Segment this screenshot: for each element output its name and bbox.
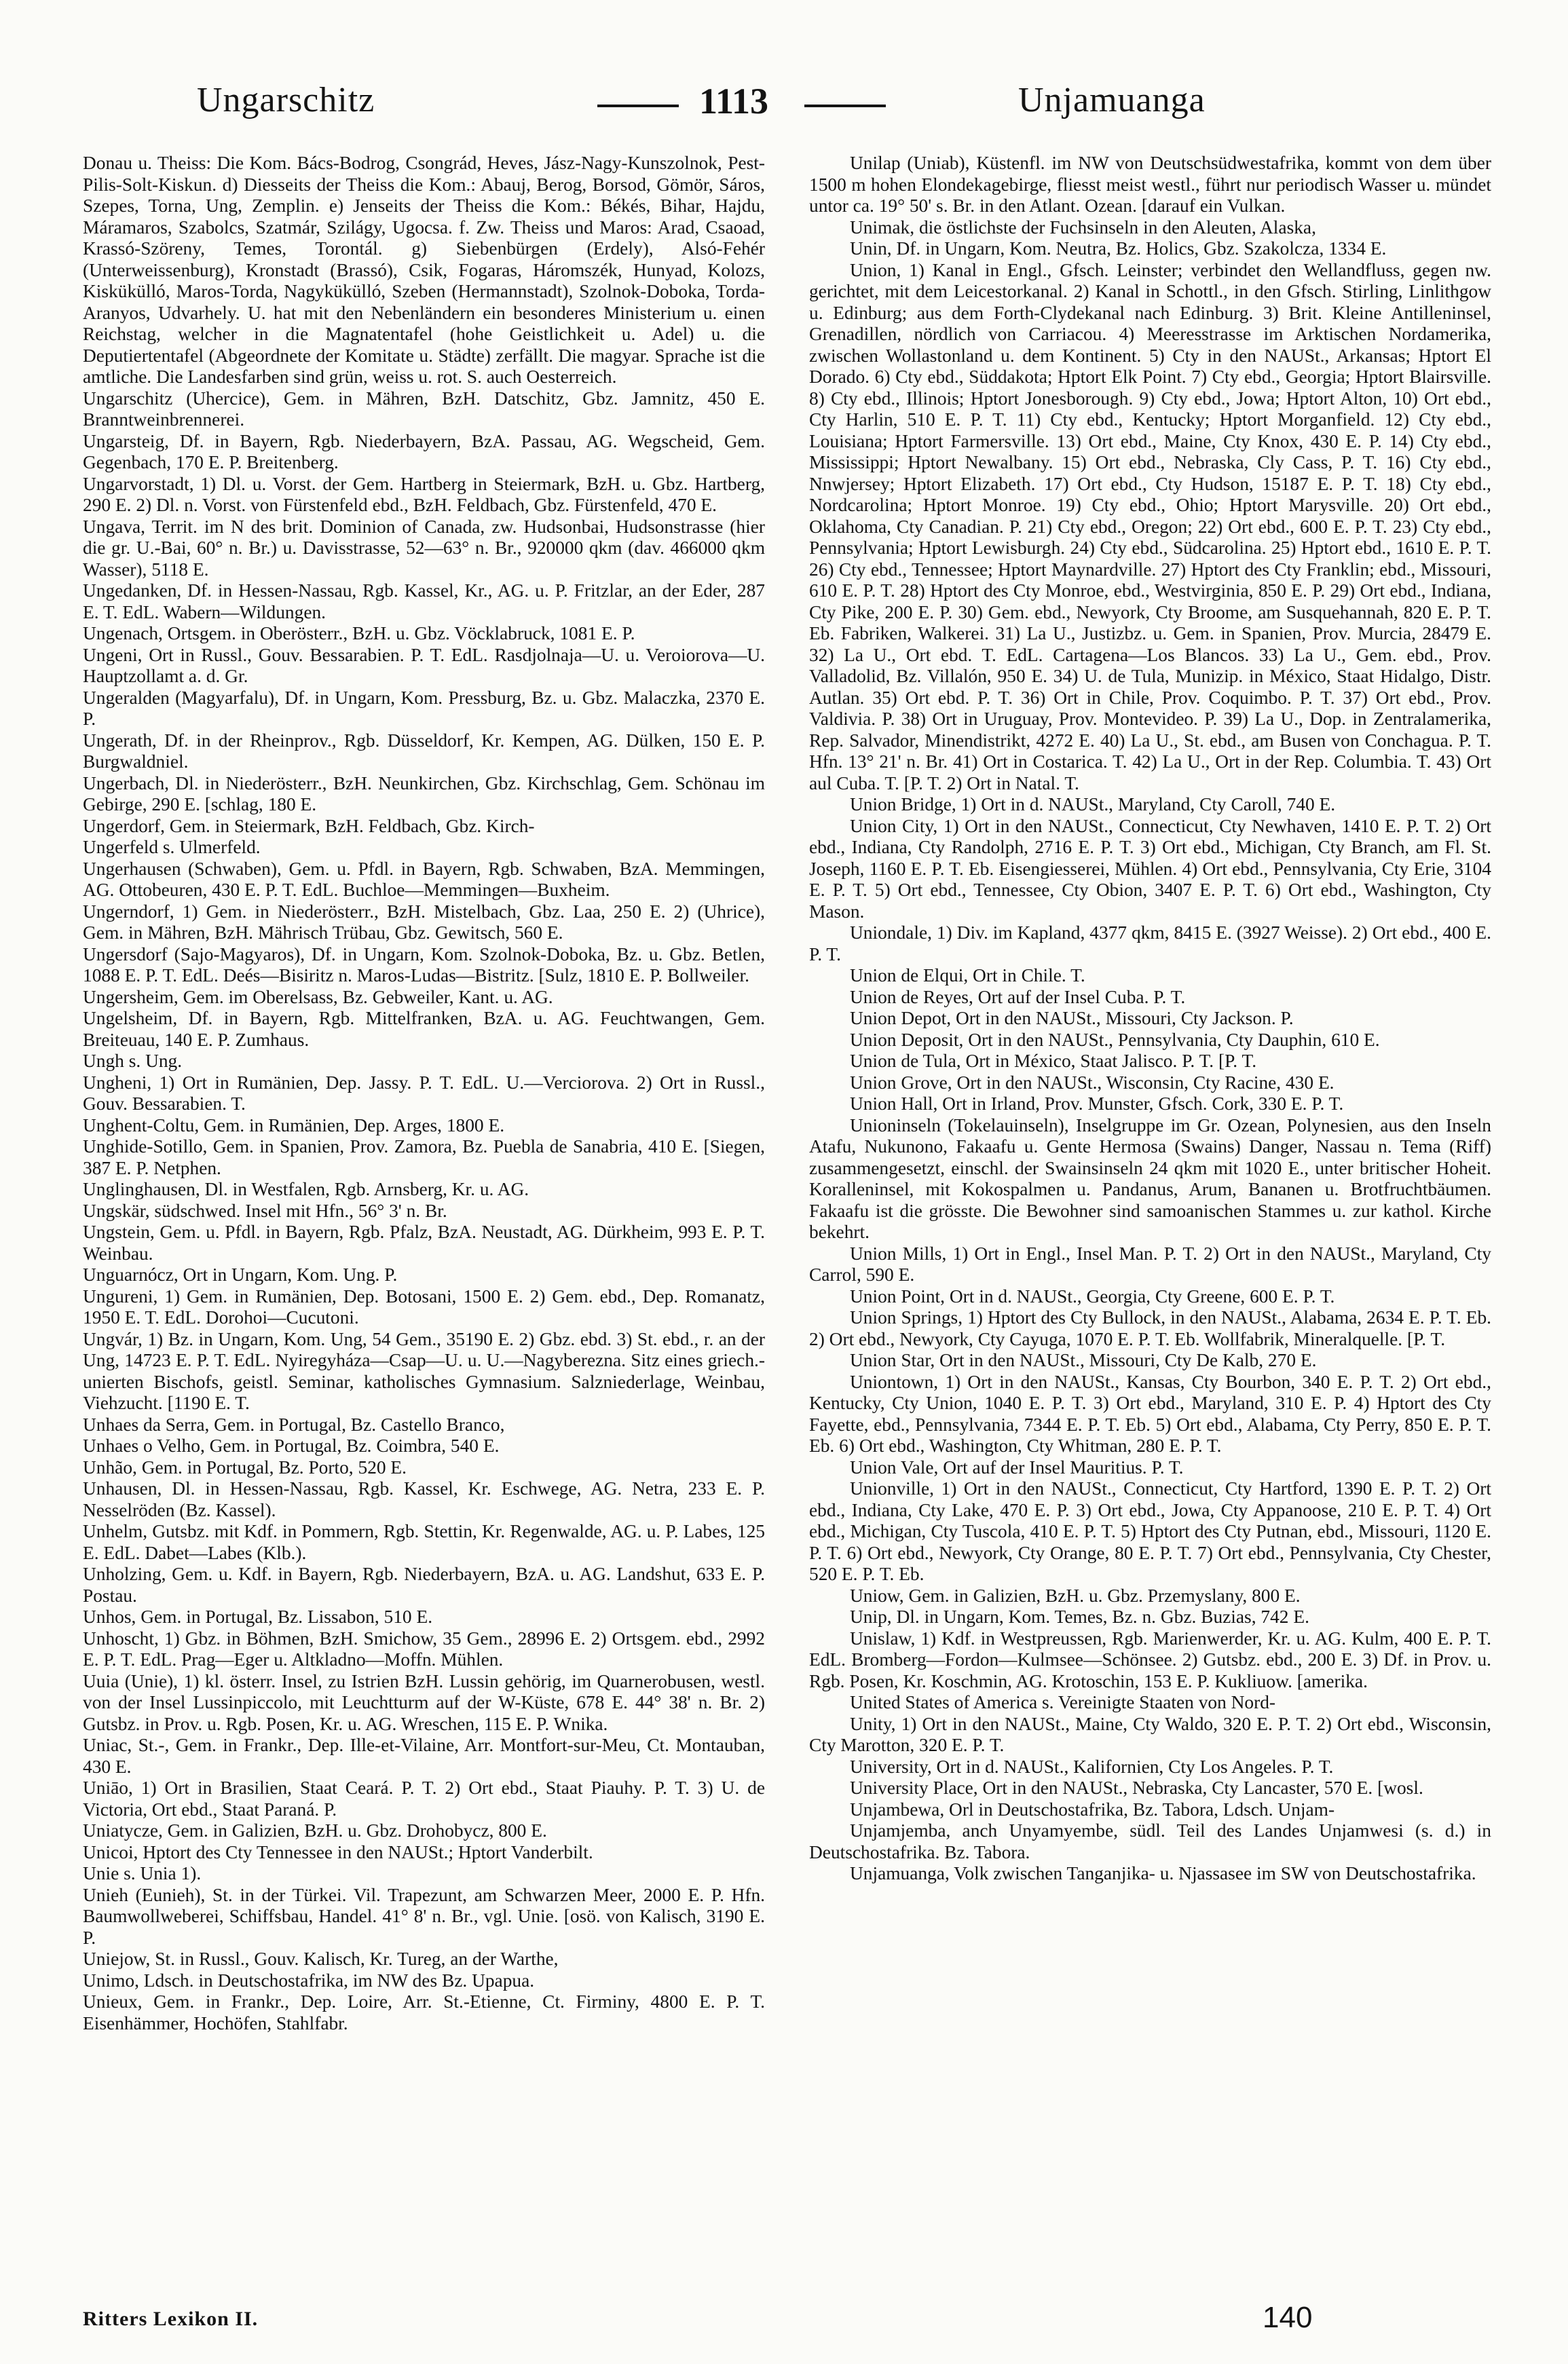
dictionary-entry: Union de Tula, Ort in México, Staat Jalisco. P. T. [P. T. bbox=[850, 1051, 1257, 1071]
dictionary-entry: Union Depot, Ort in den NAUSt., Missouri, Cty Jackson. P. bbox=[850, 1008, 1294, 1028]
dictionary-entry: Ungskär, südschwed. Insel mit Hfn., 56° 3' n. Br. bbox=[83, 1200, 447, 1221]
dictionary-entry: Unislaw, 1) Kdf. in Westpreussen, Rgb. Marienwerder, Kr. u. AG. Kulm, 400 E. P. T. EdL. Bromberg—Fordon—Kulmsee—Schönsee. 2) Gutsbz. ebd., 200 E. 3) Df. in Prov. u. Rgb. Posen, Kr. Koschmin, AG. Krotoschin, 153 E. P. Kukliuow. [amerika. bbox=[809, 1628, 1491, 1691]
dictionary-entry: Unghent-Coltu, Gem. in Rumänien, Dep. Arges, 1800 E. bbox=[83, 1114, 505, 1136]
dictionary-entry: Uuia (Unie), 1) kl. österr. Insel, zu Istrien BzH. Lussin gehörig, im Quarnerobusen, westl. von der Insel Lussinpiccolo, mit Leuchtturm auf der W-Küste, 678 E. 44° 38' n. Br. 2) Gutsbz. in Prov. u. Rgb. Posen, Kr. u. AG. Wreschen, 115 E. P. Wnika. bbox=[83, 1670, 765, 1734]
dictionary-entry: Union Vale, Ort auf der Insel Mauritius. P. T. bbox=[850, 1457, 1184, 1478]
dictionary-entry: Ungstein, Gem. u. Pfdl. in Bayern, Rgb. Pfalz, BzA. Neustadt, AG. Dürkheim, 993 E. P. T. Weinbau. bbox=[83, 1222, 765, 1264]
dictionary-entry: Ungureni, 1) Gem. in Rumänien, Dep. Botosani, 1500 E. 2) Gem. ebd., Dep. Romanatz, 1950 E. T. EdL. Dorohoi—Cucutoni. bbox=[83, 1286, 765, 1328]
dictionary-entry: Union Grove, Ort in den NAUSt., Wisconsin, Cty Racine, 430 E. bbox=[850, 1072, 1334, 1093]
dictionary-entry: Ungava, Territ. im N des brit. Dominion of Canada, zw. Hudsonbai, Hudsonstrasse (hier die gr. U.-Bai, 60° n. Br.) u. Davisstrasse, 52—63° n. Br., 920000 qkm (dav. 466000 qkm Wasser), 5118 E. bbox=[83, 516, 765, 580]
dictionary-entry: Union Hall, Ort in Irland, Prov. Munster, Gfsch. Cork, 330 E. P. T. bbox=[850, 1093, 1344, 1114]
dictionary-entry: Unimo, Ldsch. in Deutschostafrika, im NW des Bz. Upapua. bbox=[83, 1970, 535, 1991]
dictionary-entry: Unhelm, Gutsbz. mit Kdf. in Pommern, Rgb. Stettin, Kr. Regenwalde, AG. u. P. Labes, 125 E. EdL. Dabet—Labes (Klb.). bbox=[83, 1521, 765, 1563]
dictionary-entry: Unilap (Uniab), Küstenfl. im NW von Deutschsüdwestafrika, kommt von dem über 1500 m hohen Elondekagebirge, fliesst meist westl., führt nur periodisch Wasser u. mündet untor ca. 19° 50' s. Br. in den Atlant. Ozean. [darauf ein Vulkan. bbox=[809, 153, 1491, 216]
dictionary-entry: Unicoi, Hptort des Cty Tennessee in den NAUSt.; Hptort Vanderbilt. bbox=[83, 1841, 593, 1862]
dictionary-entry: Union de Reyes, Ort auf der Insel Cuba. P. T. bbox=[850, 986, 1186, 1007]
header-rule-right bbox=[804, 105, 886, 107]
dictionary-entry: Ungerfeld s. Ulmerfeld. bbox=[83, 837, 261, 857]
dictionary-entry: Uniāo, 1) Ort in Brasilien, Staat Ceará. P. T. 2) Ort ebd., Staat Piauhy. P. T. 3) U. de Victoria, Ort ebd., Staat Paraná. P. bbox=[83, 1778, 765, 1820]
dictionary-entry: Uniac, St.-, Gem. in Frankr., Dep. Ille-et-Vilaine, Arr. Montfort-sur-Meu, Ct. Montauban, 430 E. bbox=[83, 1735, 765, 1777]
dictionary-entry: Ungersdorf (Sajo-Magyaros), Df. in Ungarn, Kom. Szolnok-Doboka, Bz. u. Gbz. Betlen, 1088 E. P. T. EdL. Deés—Bisiritz n. Maros-Ludas—Bistritz. [Sulz, 1810 E. P. Bollweiler. bbox=[83, 943, 765, 986]
dictionary-entry: Ungedanken, Df. in Hessen-Nassau, Rgb. Kassel, Kr., AG. u. P. Fritzlar, an der Eder, 287 E. T. EdL. Wabern—Wildungen. bbox=[83, 580, 765, 622]
dictionary-entry: Unieh (Eunieh), St. in der Türkei. Vil. Trapezunt, am Schwarzen Meer, 2000 E. P. Hfn. Baumwollweberei, Schiffsbau, Handel. 41° 8' n. Br., vgl. Unie. [osö. von Kalisch, 3190 E. P. bbox=[83, 1884, 765, 1948]
dictionary-entry: Union Point, Ort in d. NAUSt., Georgia, Cty Greene, 600 E. P. T. bbox=[850, 1286, 1335, 1307]
dictionary-entry: Uniondale, 1) Div. im Kapland, 4377 qkm, 8415 E. (3927 Weisse). 2) Ort ebd., 400 E. P. T. bbox=[809, 922, 1491, 964]
dictionary-entry: Unhos, Gem. in Portugal, Bz. Lissabon, 510 E. bbox=[83, 1607, 433, 1627]
dictionary-entry: Unimak, die östlichste der Fuchsinseln in den Aleuten, Alaska, bbox=[850, 217, 1316, 238]
dictionary-entry: Unglinghausen, Dl. in Westfalen, Rgb. Arnsberg, Kr. u. AG. bbox=[83, 1179, 529, 1199]
dictionary-entry: Unhaes da Serra, Gem. in Portugal, Bz. Castello Branco, bbox=[83, 1414, 505, 1435]
dictionary-entry: University, Ort in d. NAUSt., Kalifornien, Cty Los Angeles. P. T. bbox=[850, 1756, 1334, 1777]
footer-signature: 140 bbox=[1263, 2301, 1313, 2334]
dictionary-entry: Union Star, Ort in den NAUSt., Missouri, Cty De Kalb, 270 E. bbox=[850, 1350, 1317, 1370]
dictionary-entry: Unguarnócz, Ort in Ungarn, Kom. Ung. P. bbox=[83, 1264, 398, 1285]
dictionary-entry: Unieux, Gem. in Frankr., Dep. Loire, Arr. St.-Etienne, Ct. Firminy, 4800 E. P. T. Eisenhämmer, Hochöfen, Stahlfabr. bbox=[83, 1991, 765, 2033]
dictionary-entry: Ungarschitz (Uhercice), Gem. in Mähren, BzH. Datschitz, Gbz. Jamnitz, 450 E. Branntweinbrennerei. bbox=[83, 388, 765, 430]
dictionary-entry: Ungerndorf, 1) Gem. in Niederösterr., BzH. Mistelbach, Gbz. Laa, 250 E. 2) (Uhrice), Gem. in Mähren, BzH. Mährisch Trübau, Gbz. Gewitsch, 560 E. bbox=[83, 901, 765, 943]
dictionary-entry: Ungerbach, Dl. in Niederösterr., BzH. Neunkirchen, Gbz. Kirchschlag, Gem. Schönau im Gebirge, 290 E. [schlag, 180 E. bbox=[83, 772, 765, 814]
dictionary-entry: Union Springs, 1) Hptort des Cty Bullock, in den NAUSt., Alabama, 2634 E. P. T. Eb. 2) Ort ebd., Newyork, Cty Cayuga, 1070 E. P. T. Eb. Wollfabrik, Mineralquelle. [P. T. bbox=[809, 1307, 1491, 1349]
left-column bbox=[83, 153, 765, 2034]
dictionary-entry: Union de Elqui, Ort in Chile. T. bbox=[850, 965, 1085, 986]
dictionary-entry: Ungarvorstadt, 1) Dl. u. Vorst. der Gem. Hartberg in Steiermark, BzH. u. Gbz. Hartberg, 290 E. 2) Dl. n. Vorst. von Fürstenfeld ebd., BzH. Feldbach, Gbz. Fürstenfeld, 470 E. bbox=[83, 473, 765, 515]
dictionary-entry: Ungvár, 1) Bz. in Ungarn, Kom. Ung, 54 Gem., 35190 E. 2) Gbz. ebd. 3) St. ebd., r. an der Ung, 14723 E. P. T. EdL. Nyiregyháza—Csap—U. u. U.—Nagyberezna. Sitz eines griech.-unierten Bischofs, geistl. Seminar, katholisches Gymnasium. Salzniederlage, Weinbau, Viehzucht. [1190 E. T. bbox=[83, 1328, 765, 1413]
dictionary-entry: Unhão, Gem. in Portugal, Bz. Porto, 520 E. bbox=[83, 1457, 407, 1478]
dictionary-entry: Unionville, 1) Ort in den NAUSt., Connecticut, Cty Hartford, 1390 E. P. T. 2) Ort ebd., Indiana, Cty Lake, 470 E. P. 3) Ort ebd., Jowa, Cty Appanoose, 210 E. P. T. 4) Ort ebd., Michigan, Cty Tuscola, 410 E. P. T. 5) Hptort des Cty Putnan, ebd., Missouri, 1120 E. P. T. 6) Ort ebd., Newyork, Cty Orange, 80 E. P. T. 7) Ort ebd., Pennsylvania, Cty Chester, 520 E. P. T. Eb. bbox=[809, 1478, 1491, 1584]
right-column bbox=[809, 153, 1491, 1885]
header-right-word: Unjamuanga bbox=[1018, 81, 1206, 119]
page-number: 1113 bbox=[699, 81, 769, 121]
footer-publisher: Ritters Lexikon II. bbox=[83, 2308, 259, 2330]
dictionary-entry: Ungheni, 1) Ort in Rumänien, Dep. Jassy. P. T. EdL. U.—Verciorova. 2) Ort in Russl., Gouv. Bessarabien. T. bbox=[83, 1072, 765, 1114]
dictionary-entry: Ungarsteig, Df. in Bayern, Rgb. Niederbayern, BzA. Passau, AG. Wegscheid, Gem. Gegenbach, 170 E. P. Breitenberg. bbox=[83, 430, 765, 472]
dictionary-entry: Uniontown, 1) Ort in den NAUSt., Kansas, Cty Bourbon, 340 E. P. T. 2) Ort ebd., Kentucky, Cty Union, 1040 E. P. T. 3) Ort ebd., Maryland, 310 E. P. 4) Hptort des Cty Fayette, ebd., Pennsylvania, 7344 E. P. T. Eb. 5) Ort ebd., Alabama, Cty Perry, 850 E. P. T. Eb. 6) Ort ebd., Washington, Cty Whitman, 280 E. P. T. bbox=[809, 1371, 1491, 1456]
dictionary-entry: Ungh s. Ung. bbox=[83, 1051, 183, 1071]
dictionary-entry: Unin, Df. in Ungarn, Kom. Neutra, Bz. Holics, Gbz. Szakolcza, 1334 E. bbox=[850, 238, 1387, 259]
dictionary-entry: Unip, Dl. in Ungarn, Kom. Temes, Bz. n. Gbz. Buzias, 742 E. bbox=[850, 1607, 1309, 1627]
dictionary-entry: Ungelsheim, Df. in Bayern, Rgb. Mittelfranken, BzA. u. AG. Feuchtwangen, Gem. Breiteuau, 140 E. P. Zumhaus. bbox=[83, 1008, 765, 1050]
header-left-word: Ungarschitz bbox=[197, 81, 375, 119]
dictionary-entry: Uniejow, St. in Russl., Gouv. Kalisch, Kr. Tureg, an der Warthe, bbox=[83, 1949, 559, 1969]
dictionary-entry: Union City, 1) Ort in den NAUSt., Connecticut, Cty Newhaven, 1410 E. P. T. 2) Ort ebd., Indiana, Cty Randolph, 2716 E. P. T. 3) Ort ebd., Michigan, Cty Branch, am Fl. St. Joseph, 1160 E. P. T. Eb. Eisengiesserei, Mühlen. 4) Ort ebd., Pennsylvania, Cty Erie, 3104 E. P. T. 5) Ort ebd., Tennessee, Cty Obion, 3407 E. P. T. 6) Ort ebd., Washington, Cty Mason. bbox=[809, 815, 1491, 922]
dictionary-entry: Ungerhausen (Schwaben), Gem. u. Pfdl. in Bayern, Rgb. Schwaben, BzA. Memmingen, AG. Ottobeuren, 430 E. P. T. EdL. Buchloe—Memmingen—Buxheim. bbox=[83, 858, 765, 900]
dictionary-entry: Union, 1) Kanal in Engl., Gfsch. Leinster; verbindet den Wellandfluss, gegen nw. gerichtet, mit dem Leicestorkanal. 2) Kanal in Schottl., in den Gfsch. Stirling, Linlithgow u. Edinburg; aus dem Forth-Clydekanal nach Edinburg. 3) Brit. Kleine Antilleninsel, Grenadillen, nördlich von Carriacou. 4) Meeresstrasse im Arktischen Nordamerika, zwischen Wollastonland u. dem Kontinent. 5) Cty in den NAUSt., Arkansas; Hptort El Dorado. 6) Cty ebd., Süddakota; Hptort Elk Point. 7) Cty ebd., Georgia; Hptort Blairsville. 8) Cty ebd., Illinois; Hptort Jonesborough. 9) Cty ebd., Jowa; Hptort Alton, 10) Ort ebd., Cty Harlin, 510 E. P. T. 11) Cty ebd., Kentucky; Hptort Morganfield. 12) Cty ebd., Louisiana; Hptort Farmersville. 13) Ort ebd., Maine, Cty Knox, 430 E. P. 14) Cty ebd., Mississippi; Hptort Newalbany. 15) Ort ebd., Nebraska, Cly Cass, P. T. 16) Cty ebd., Nnwjersey; Hptort Elizabeth. 17) Ort ebd., Cty Hudson, 15187 E. P. T. 18) Cty ebd., Nordcarolina; Hptort Monroe. 19) Cty ebd., Ohio; Hptort Marysville. 20) Ort ebd., Oklahoma, Cty Canadian. P. 21) Cty ebd., Oregon; 22) Ort ebd., 600 E. P. T. 23) Cty ebd., Pennsylvania; Hptort Lewisburgh. 24) Cty ebd., Südcarolina. 25) Hptort ebd., 1610 E. P. T. 26) Cty ebd., Tennessee; Hptort Maynardville. 27) Hptort des Cty Franklin; ebd., Missouri, 610 E. P. T. 28) Hptort des Cty Monroe, ebd., Westvirginia, 850 E. P. 29) Ort ebd., Indiana, Cty Pike, 200 E. P. 30) Gem. ebd., Newyork, Cty Broome, am Susquehannah, 820 E. P. T. Eb. Fabriken, Walkerei. 31) La U., Justizbz. u. Gem. in Spanien, Prov. Murcia, 28479 E. 32) La U., Ort ebd. T. EdL. Cartagena—Los Blancos. 33) La U., Gem. ebd., Prov. Valladolid, Bz. Villalón, 950 E. 34) U. de Tula, Munizip. in México, Staat Hidalgo, Distr. Autlan. 35) Ort ebd. P. T. 36) Ort in Chile, Prov. Coquimbo. P. T. 37) Ort ebd., Prov. Valdivia. P. 38) Ort in Uruguay, Prov. Montevideo. P. 39) La U., Dop. in Zentralamerika, Rep. Salvador, Minendistrikt, 4272 E. 40) La U., St. ebd., am Busen von Conchagua. P. T. Hfn. 13° 21' n. Br. 41) Ort in Costarica. T. 42) La U., Ort in der Rep. Columbia. T. 43) Ort aul Cuba. T. [P. T. 2) Ort in Natal. T. bbox=[809, 259, 1491, 793]
dictionary-entry: Unhausen, Dl. in Hessen-Nassau, Rgb. Kassel, Kr. Eschwege, AG. Netra, 233 E. P. Nesselröden (Bz. Kassel). bbox=[83, 1478, 765, 1520]
running-header bbox=[0, 80, 1568, 134]
dictionary-entry: Unity, 1) Ort in den NAUSt., Maine, Cty Waldo, 320 E. P. T. 2) Ort ebd., Wisconsin, Cty Marotton, 320 E. P. T. bbox=[809, 1713, 1491, 1755]
dictionary-entry: Unhaes o Velho, Gem. in Portugal, Bz. Coimbra, 540 E. bbox=[83, 1436, 500, 1456]
dictionary-entry: Union Mills, 1) Ort in Engl., Insel Man. P. T. 2) Ort in den NAUSt., Maryland, Cty Carrol, 590 E. bbox=[809, 1243, 1491, 1285]
dictionary-entry: United States of America s. Vereinigte Staaten von Nord- bbox=[850, 1692, 1276, 1712]
dictionary-entry: Unjamjemba, anch Unyamyembe, südl. Teil des Landes Unjamwesi (s. d.) in Deutschostafrika. Bz. Tabora. bbox=[809, 1820, 1491, 1862]
dictionary-entry: Ungersheim, Gem. im Oberelsass, Bz. Gebweiler, Kant. u. AG. bbox=[83, 986, 553, 1007]
dictionary-entry: Unghide-Sotillo, Gem. in Spanien, Prov. Zamora, Bz. Puebla de Sanabria, 410 E. [Siegen, 387 E. P. Netphen. bbox=[83, 1136, 765, 1178]
dictionary-entry: Unholzing, Gem. u. Kdf. in Bayern, Rgb. Niederbayern, BzA. u. AG. Landshut, 633 E. P. Postau. bbox=[83, 1564, 765, 1606]
dictionary-entry: Ungenach, Ortsgem. in Oberösterr., BzH. u. Gbz. Vöcklabruck, 1081 E. P. bbox=[83, 623, 635, 643]
dictionary-entry: Unjamuanga, Volk zwischen Tanganjika- u. Njassasee im SW von Deutschostafrika. bbox=[850, 1863, 1476, 1883]
dictionary-entry: Union Deposit, Ort in den NAUSt., Pennsylvania, Cty Dauphin, 610 E. bbox=[850, 1029, 1380, 1050]
dictionary-entry: Uniatycze, Gem. in Galizien, BzH. u. Gbz. Drohobycz, 800 E. bbox=[83, 1820, 547, 1841]
dictionary-entry: Ungerath, Df. in der Rheinprov., Rgb. Düsseldorf, Kr. Kempen, AG. Dülken, 150 E. P. Burgwaldniel. bbox=[83, 730, 765, 772]
dictionary-entry: Ungeni, Ort in Russl., Gouv. Bessarabien. P. T. EdL. Rasdjolnaja—U. u. Veroiorova—U. Hauptzollamt a. d. Gr. bbox=[83, 644, 765, 686]
dictionary-entry: Ungerdorf, Gem. in Steiermark, BzH. Feldbach, Gbz. Kirch- bbox=[83, 815, 535, 836]
dictionary-entry: Unioninseln (Tokelauinseln), Inselgruppe im Gr. Ozean, Polynesien, aus den Inseln Atafu, Nukunono, Fakaafu u. Gente Hermosa (Swains) Danger, Nassau n. Tema (Riff) zusammengesetzt, einschl. der Swainsinseln 24 qkm mit 1020 E., unter britischer Hoheit. Koralleninsel, mit Kokospalmen u. Pandanus, Arum, Bananen u. Brotfruchtbäumen. Fakaafu ist die grösste. Die Bewohner sind samoanischen Stammes u. zur kathol. Kirche bekehrt. bbox=[809, 1114, 1491, 1242]
dictionary-entry: Uniow, Gem. in Galizien, BzH. u. Gbz. Przemyslany, 800 E. bbox=[850, 1585, 1301, 1606]
dictionary-entry: Donau u. Theiss: Die Kom. Bács-Bodrog, Csongrád, Heves, Jász-Nagy-Kunszolnok, Pest-Pilis-Solt-Kiskun. d) Diesseits der Theiss die Kom.: Abauj, Berog, Borsod, Gömör, Sáros, Szepes, Torna, Ung, Zemplin. e) Jenseits der Theiss die Kom.: Békés, Bihar, Hajdu, Máramaros, Szabolcs, Szatmár, Szilágy, Ugocsa. f. Zw. Theiss und Maros: Arad, Csaoad, Krassó-Szöreny, Temes, Torontál. g) Siebenbürgen (Erdely), Alsó-Fehér (Unterweissenburg), Kronstadt (Brassó), Csik, Fogaras, Háromszék, Hunyad, Kolozs, Kiskükülló, Maros-Torda, Nagykükülló, Szeben (Hermannstadt), Szolnok-Doboka, Torda-Aranyos, Udvarhely. U. hat mit den Nebenländern ein besonderes Ministerium u. einen Reichstag, welcher in die Magnatentafel (hohe Geistlichkeit u. Adel) u. die Deputiertentafel (Abgeordnete der Komitate u. Städte) zerfällt. Die magyar. Sprache ist die amtliche. Die Landesfarben sind grün, weiss u. rot. S. auch Oesterreich. bbox=[83, 153, 765, 387]
dictionary-entry: Unhoscht, 1) Gbz. in Böhmen, BzH. Smichow, 35 Gem., 28996 E. 2) Ortsgem. ebd., 2992 E. P. T. EdL. Prag—Eger u. Altkladno—Moffn. Mühlen. bbox=[83, 1628, 765, 1670]
dictionary-entry: Union Bridge, 1) Ort in d. NAUSt., Maryland, Cty Caroll, 740 E. bbox=[850, 794, 1336, 814]
dictionary-entry: Ungeralden (Magyarfalu), Df. in Ungarn, Kom. Pressburg, Bz. u. Gbz. Malaczka, 2370 E. P. bbox=[83, 687, 765, 729]
dictionary-entry: Unie s. Unia 1). bbox=[83, 1863, 202, 1883]
dictionary-entry: University Place, Ort in den NAUSt., Nebraska, Cty Lancaster, 570 E. [wosl. bbox=[850, 1778, 1423, 1798]
header-rule-left bbox=[597, 105, 679, 107]
dictionary-entry: Unjambewa, Orl in Deutschostafrika, Bz. Tabora, Ldsch. Unjam- bbox=[850, 1799, 1335, 1820]
